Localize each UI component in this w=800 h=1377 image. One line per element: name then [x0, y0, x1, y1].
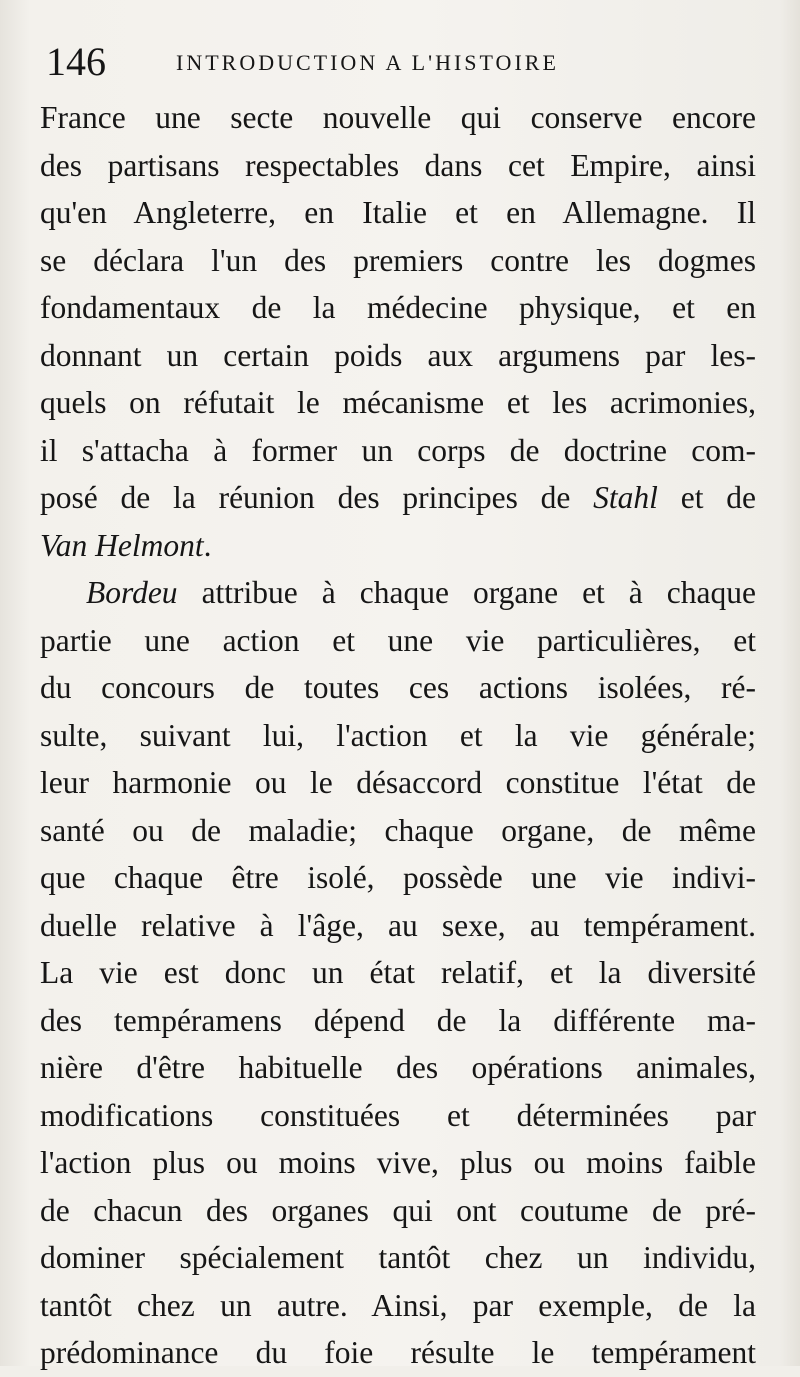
text-line [40, 569, 756, 617]
page-number: 146 [46, 39, 106, 84]
text-line: La vie est donc un état relatif, et la diversité [40, 955, 756, 990]
text-line: l'action plus ou moins vive, plus ou moins faible [40, 1145, 756, 1180]
text-line [40, 474, 756, 522]
italic-name: Van Helmont [40, 527, 204, 563]
text-line: des tempéramens dépend de la différente ma- [40, 1002, 756, 1038]
text-line: santé ou de maladie; chaque organe, de même [40, 812, 756, 848]
running-head: INTRODUCTION A L'HISTOIRE [176, 50, 559, 75]
text-line: modifications constituées et déterminées par [40, 1097, 756, 1133]
text-line: que chaque être isolé, possède une vie indivi- [40, 860, 756, 895]
text-line: quels on réfutait le mécanisme et les acrimonies, [40, 385, 756, 420]
text-line: partie une action et une vie particulières, et [40, 622, 756, 658]
text-line: nière d'être habituelle des opérations animales, [40, 1050, 756, 1085]
italic-name: Bordeu [86, 575, 178, 610]
text-fragment: posé de la réunion des principes de [40, 480, 594, 515]
text-line: des partisans respectables dans cet Empire, ainsi [40, 147, 756, 183]
text-line [40, 522, 756, 570]
text-line: du concours de toutes ces actions isolées, ré- [40, 670, 756, 705]
text-line: leur harmonie ou le désaccord constitue l'état de [40, 765, 756, 800]
text-line: France une secte nouvelle qui conserve encore [40, 100, 756, 135]
text-fragment: . [203, 527, 212, 563]
text-line: tantôt chez un autre. Ainsi, par exemple, de la [40, 1287, 756, 1323]
italic-name: Stahl [593, 480, 658, 515]
text-fragment: attribue à chaque organe et à chaque [177, 575, 756, 610]
text-line: sulte, suivant lui, l'action et la vie générale; [40, 717, 756, 753]
text-line: dominer spécialement tantôt chez un individu, [40, 1240, 756, 1275]
text-line: de chacun des organes qui ont coutume de pré- [40, 1192, 756, 1228]
text-fragment: et de [657, 480, 756, 515]
text-line: duelle relative à l'âge, au sexe, au tempérament. [40, 907, 756, 943]
text-line: fondamentaux de la médecine physique, et en [40, 290, 756, 325]
text-line: prédominance du foie résulte le tempérament [40, 1335, 756, 1370]
page-header [46, 38, 760, 98]
body-text [40, 94, 756, 1377]
text-line: donnant un certain poids aux argumens par les- [40, 337, 756, 373]
text-line: qu'en Angleterre, en Italie et en Allemagne. Il [40, 195, 756, 230]
text-line: se déclara l'un des premiers contre les dogmes [40, 242, 756, 278]
text-line: il s'attacha à former un corps de doctrine com- [40, 432, 756, 468]
